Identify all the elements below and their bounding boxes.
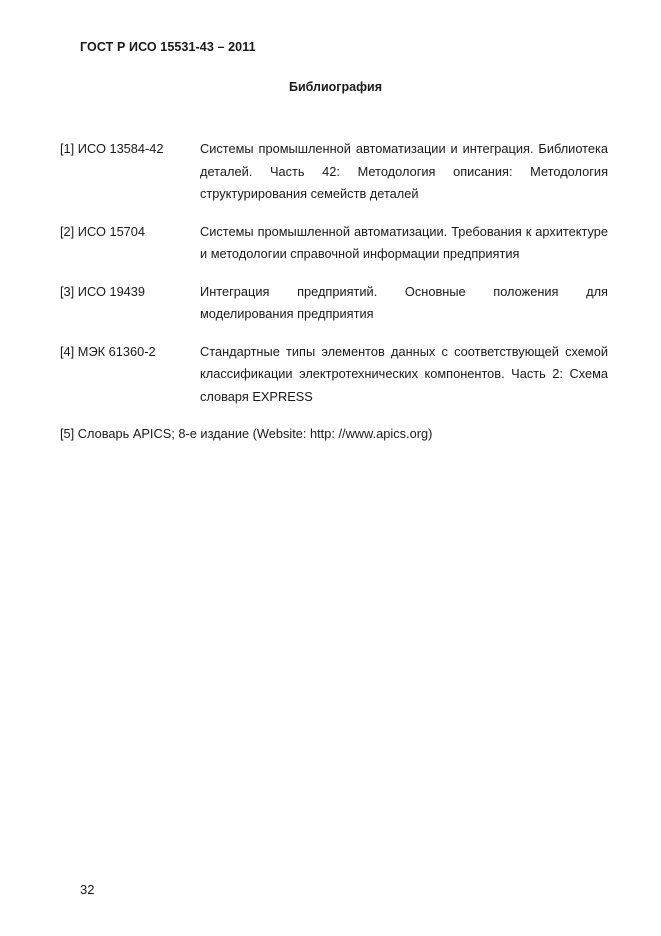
bibliography-list — [60, 138, 608, 461]
entry-description: [5] Словарь APICS; 8-е издание (Website: http: //www.apics.org) — [60, 426, 433, 441]
bibliography-entry-5 — [60, 423, 608, 446]
entry-reference: [4] МЭК 61360-2 — [60, 343, 156, 359]
entry-description: Стандартные типы элементов данных с соответствующей схемой классификации электротехнических компонентов. Часть 2: Схема словаря EXPRESS — [200, 343, 608, 404]
entry-reference: [3] ИСО 19439 — [60, 283, 146, 299]
entry-description: Интеграция предприятий. Основные положения для моделирования предприятия — [200, 283, 608, 321]
bibliography-entry-1 — [60, 138, 608, 206]
page-number: 32 — [80, 882, 95, 897]
document-header: ГОСТ Р ИСО 15531-43 – 2011 — [80, 40, 256, 54]
bibliography-entry-3 — [60, 281, 608, 326]
page-title — [0, 80, 661, 94]
bibliography-title: Библиография — [288, 80, 383, 94]
bibliography-entry-2 — [60, 221, 608, 266]
bibliography-entry-4 — [60, 341, 608, 409]
entry-description: Системы промышленной автоматизации и интеграция. Библиотека деталей. Часть 42: Методология описания: Методология структурирования семейств деталей — [200, 141, 608, 201]
entry-reference: [2] ИСО 15704 — [60, 223, 146, 239]
entry-reference: [1] ИСО 13584-42 — [60, 141, 164, 156]
entry-description: Системы промышленной автоматизации. Требования к архитектуре и методологии справочной информации предприятия — [200, 223, 608, 261]
